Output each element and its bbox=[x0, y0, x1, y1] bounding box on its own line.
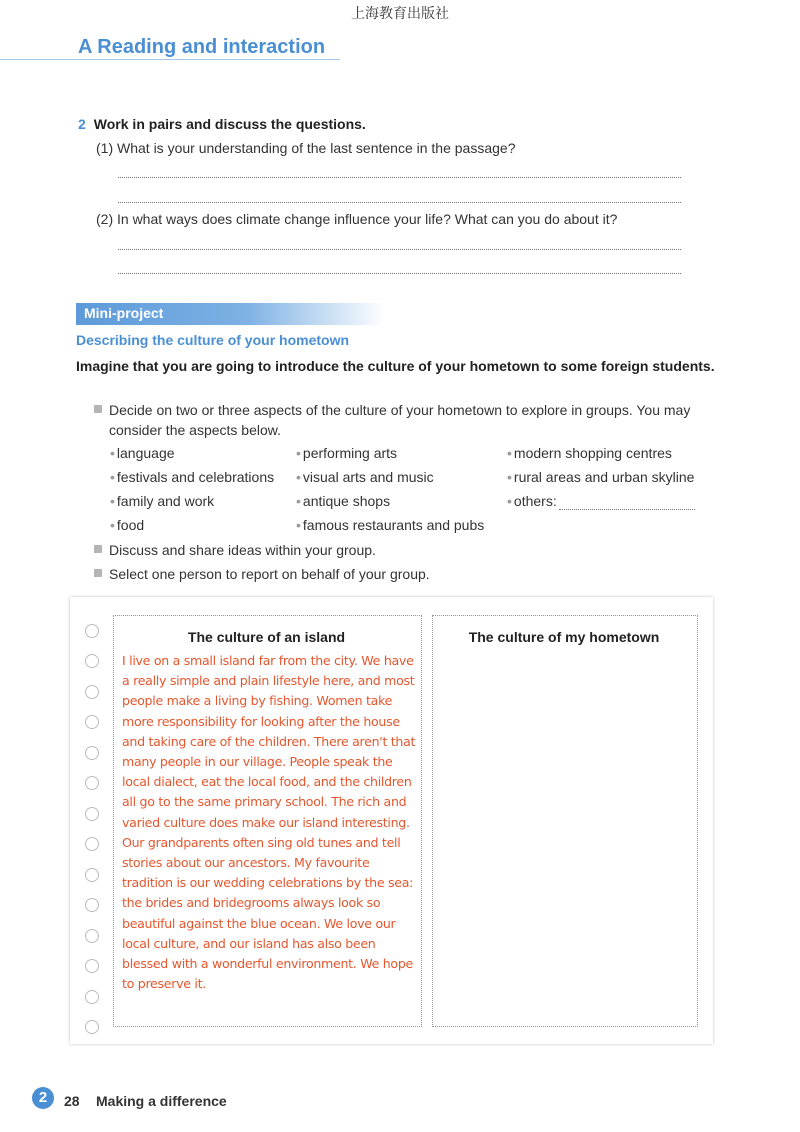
aspect-item: • visual arts and music bbox=[296, 469, 434, 485]
square-bullet-icon bbox=[94, 405, 102, 413]
aspect-item: • rural areas and urban skyline bbox=[507, 469, 695, 485]
binder-ring-icon bbox=[85, 746, 99, 760]
unit-title: Making a difference bbox=[96, 1093, 227, 1109]
binder-ring-icon bbox=[85, 624, 99, 638]
mini-project-intro: Imagine that you are going to introduce the culture of your hometown to some foreign students. bbox=[76, 358, 715, 374]
step-text: Discuss and share ideas within your group. bbox=[109, 542, 376, 558]
binder-ring-icon bbox=[85, 1020, 99, 1034]
unit-badge: 2 bbox=[32, 1087, 54, 1109]
binder-ring-icon bbox=[85, 685, 99, 699]
section-title: A Reading and interaction bbox=[78, 36, 326, 58]
right-column-title: The culture of my hometown bbox=[468, 629, 660, 645]
page-number: 28 bbox=[64, 1093, 80, 1109]
question-number: 2 bbox=[78, 116, 86, 132]
answer-line[interactable] bbox=[118, 202, 681, 203]
answer-line[interactable] bbox=[118, 177, 681, 178]
aspect-item: • modern shopping centres bbox=[507, 445, 672, 461]
mini-project-subtitle: Describing the culture of your hometown bbox=[76, 332, 350, 348]
mini-project-banner bbox=[76, 303, 386, 325]
binder-ring-icon bbox=[85, 837, 99, 851]
aspect-item: • food bbox=[110, 517, 145, 533]
publisher-header: 上海教育出版社 bbox=[351, 6, 449, 22]
others-answer-line[interactable] bbox=[559, 493, 695, 510]
binder-ring-icon bbox=[85, 868, 99, 882]
question-heading-text: Work in pairs and discuss the questions. bbox=[93, 116, 366, 132]
hometown-column[interactable] bbox=[432, 615, 698, 1027]
binder-ring-icon bbox=[85, 807, 99, 821]
sub-question-1: (1) What is your understanding of the last sentence in the passage? bbox=[96, 140, 516, 156]
sample-passage: I live on a small island far from the city. We have a really simple and plain lifestyle here, and most people make a living by fishing. Women take more responsibility for looking after the house and taking care of the children. There aren't that many people in our village. People speak the local dialect, eat the local food, and the children all go to the same primary school. The rich and varied culture does make our island interesting. Our grandparents often sing old tunes and tell stories about our ancestors. My favourite tradition is our wedding celebrations by the sea: the brides and bridegrooms always look so beautiful against the blue ocean. We love our local culture, and our island has also been blessed with a wonderful environment. We hope to preserve it. bbox=[122, 653, 416, 992]
aspect-item-others: • others: bbox=[507, 493, 695, 510]
binder-ring-icon bbox=[85, 654, 99, 668]
binder-ring-icon bbox=[85, 715, 99, 729]
binder-ring-icon bbox=[85, 898, 99, 912]
sub-question-2: (2) In what ways does climate change influence your life? What can you do about it? bbox=[96, 211, 618, 227]
binder-ring-icon bbox=[85, 959, 99, 973]
aspect-item: • family and work bbox=[110, 493, 215, 509]
square-bullet-icon bbox=[94, 569, 102, 577]
aspect-item: • famous restaurants and pubs bbox=[296, 517, 485, 533]
square-bullet-icon bbox=[94, 545, 102, 553]
binder-ring-icon bbox=[85, 776, 99, 790]
mini-project-label: Mini-project bbox=[84, 305, 164, 321]
step-text: Decide on two or three aspects of the culture of your hometown to explore in groups. You may consider the aspects below. bbox=[109, 402, 691, 438]
binder-ring-icon bbox=[85, 990, 99, 1004]
answer-line[interactable] bbox=[118, 249, 681, 250]
aspect-item: • festivals and celebrations bbox=[110, 469, 275, 485]
section-divider bbox=[0, 59, 340, 60]
binder-ring-icon bbox=[85, 929, 99, 943]
question-heading bbox=[78, 116, 366, 132]
step-text: Select one person to report on behalf of your group. bbox=[109, 566, 430, 582]
aspect-item: • antique shops bbox=[296, 493, 391, 509]
aspect-item: • language bbox=[110, 445, 175, 461]
left-column-title: The culture of an island bbox=[187, 629, 346, 645]
answer-line[interactable] bbox=[118, 273, 681, 274]
aspect-item: • performing arts bbox=[296, 445, 398, 461]
